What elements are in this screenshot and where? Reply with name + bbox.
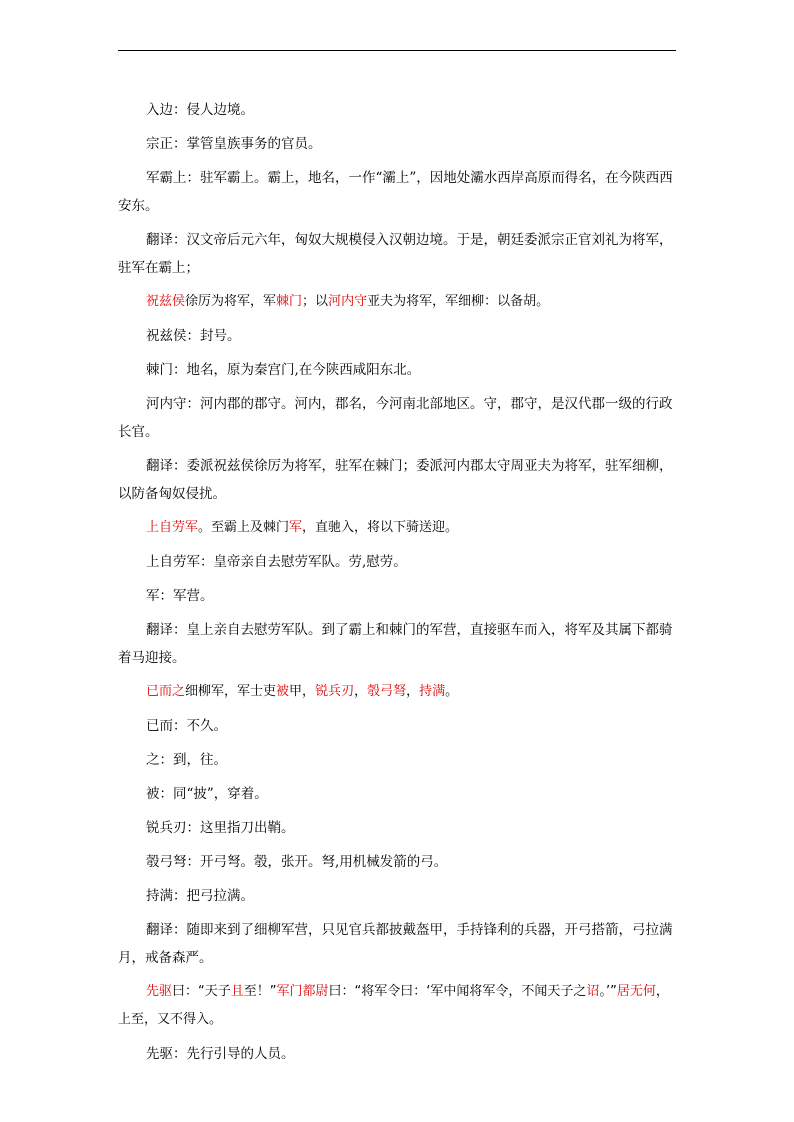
text-segment: 曰：“天子: [172, 984, 231, 999]
original-text-paragraph: [118, 288, 678, 316]
highlighted-term: 棘门: [276, 294, 303, 309]
text-segment: 曰：“将军令曰：‘军中闻将军令，不闻天子之: [328, 984, 587, 999]
highlighted-term: 诏: [586, 984, 600, 999]
annotation-paragraph: [118, 548, 678, 576]
highlighted-term: 上自劳军: [146, 520, 199, 535]
text-segment: 已而：不久。: [146, 718, 227, 734]
translation-paragraph: [118, 452, 678, 508]
translation-paragraph: [118, 226, 678, 282]
original-text-paragraph: [118, 978, 678, 1034]
annotation-paragraph: [118, 814, 678, 842]
annotation-paragraph: [118, 582, 678, 610]
highlighted-term: 祝兹侯: [146, 294, 186, 309]
text-segment: ，: [354, 684, 368, 699]
text-segment: 之：到，往。: [146, 752, 227, 768]
annotation-paragraph: [118, 746, 678, 774]
text-segment: ，: [406, 684, 420, 699]
text-segment: 军霸上：驻军霸上。霸上，地名，一作“灞上”，因地处灞水西岸高原而得名，在今陕西西安东。: [118, 170, 673, 214]
text-segment: 军：军营。: [146, 588, 214, 604]
text-segment: 。’”: [599, 984, 617, 999]
highlighted-term: 持满: [419, 684, 446, 699]
text-segment: 徐厉为将军，军: [185, 294, 277, 309]
text-segment: 至！”: [243, 984, 277, 999]
annotation-paragraph: [118, 96, 678, 124]
highlighted-term: 且: [230, 984, 244, 999]
original-text-paragraph: [118, 514, 678, 542]
text-segment: 入边：侵人边境。: [146, 102, 254, 118]
highlighted-term: 锐兵刃: [315, 684, 355, 699]
text-segment: 细柳军，军士吏: [185, 684, 277, 699]
highlighted-term: 军: [289, 520, 303, 535]
highlighted-term: 彀弓弩: [367, 684, 407, 699]
text-segment: ，直驰入，将以下骑送迎。: [302, 520, 459, 535]
annotation-paragraph: [118, 882, 678, 910]
text-segment: 亚夫为将军，军细柳：以备胡。: [367, 294, 550, 309]
text-segment: ，上至，又不得入。: [118, 984, 669, 1027]
highlighted-term: 居无何: [616, 984, 656, 999]
annotation-paragraph: [118, 390, 678, 446]
text-segment: 。: [445, 684, 459, 699]
annotation-paragraph: [118, 356, 678, 384]
annotation-paragraph: [118, 1040, 678, 1068]
header-rule: [118, 50, 676, 51]
annotation-paragraph: [118, 130, 678, 158]
text-segment: 先驱：先行引导的人员。: [146, 1046, 295, 1062]
highlighted-term: 已而之: [146, 684, 186, 699]
text-segment: 翻译：皇上亲自去慰劳军队。到了霸上和棘门的军营，直接驱车而入，将军及其属下都骑着马迎接。: [118, 622, 673, 666]
text-segment: 翻译：汉文帝后元六年，匈奴大规模侵入汉朝边境。于是，朝廷委派宗正官刘礼为将军，驻军在霸上；: [118, 232, 673, 276]
text-segment: 上自劳军：皇帝亲自去慰劳军队。劳,慰劳。: [146, 554, 407, 570]
highlighted-term: 先驱: [146, 984, 173, 999]
text-segment: 祝兹侯：封号。: [146, 328, 241, 344]
annotation-paragraph: [118, 780, 678, 808]
document-body: [118, 96, 678, 1074]
text-segment: ；以: [302, 294, 329, 309]
text-segment: 被：同“披”，穿着。: [146, 786, 268, 802]
text-segment: 彀弓弩：开弓弩。彀，张开。弩,用机械发箭的弓。: [146, 854, 448, 870]
text-segment: 棘门：地名，原为秦宫门,在今陕西咸阳东北。: [146, 362, 421, 378]
text-segment: 翻译：随即来到了细柳军营，只见官兵都披戴盔甲，手持锋利的兵器，开弓搭箭，弓拉满月，戒备森严。: [118, 922, 673, 966]
translation-paragraph: [118, 916, 678, 972]
original-text-paragraph: [118, 678, 678, 706]
highlighted-term: 被: [276, 684, 290, 699]
text-segment: 锐兵刃：这里指刀出鞘。: [146, 820, 295, 836]
annotation-paragraph: [118, 164, 678, 220]
text-segment: 河内守：河内郡的郡守。河内，郡名，今河南北部地区。守，郡守，是汉代郡一级的行政长官。: [118, 396, 673, 440]
text-segment: 。至霸上及棘门: [198, 520, 290, 535]
highlighted-term: 军门都尉: [276, 984, 329, 999]
highlighted-term: 河内守: [328, 294, 368, 309]
annotation-paragraph: [118, 322, 678, 350]
text-segment: 翻译：委派祝兹侯徐厉为将军，驻军在棘门；委派河内郡太守周亚夫为将军，驻军细柳，以防备匈奴侵扰。: [118, 458, 673, 502]
translation-paragraph: [118, 616, 678, 672]
text-segment: 甲，: [289, 684, 316, 699]
text-segment: 宗正：掌管皇族事务的官员。: [146, 136, 322, 152]
annotation-paragraph: [118, 848, 678, 876]
annotation-paragraph: [118, 712, 678, 740]
text-segment: 持满：把弓拉满。: [146, 888, 254, 904]
